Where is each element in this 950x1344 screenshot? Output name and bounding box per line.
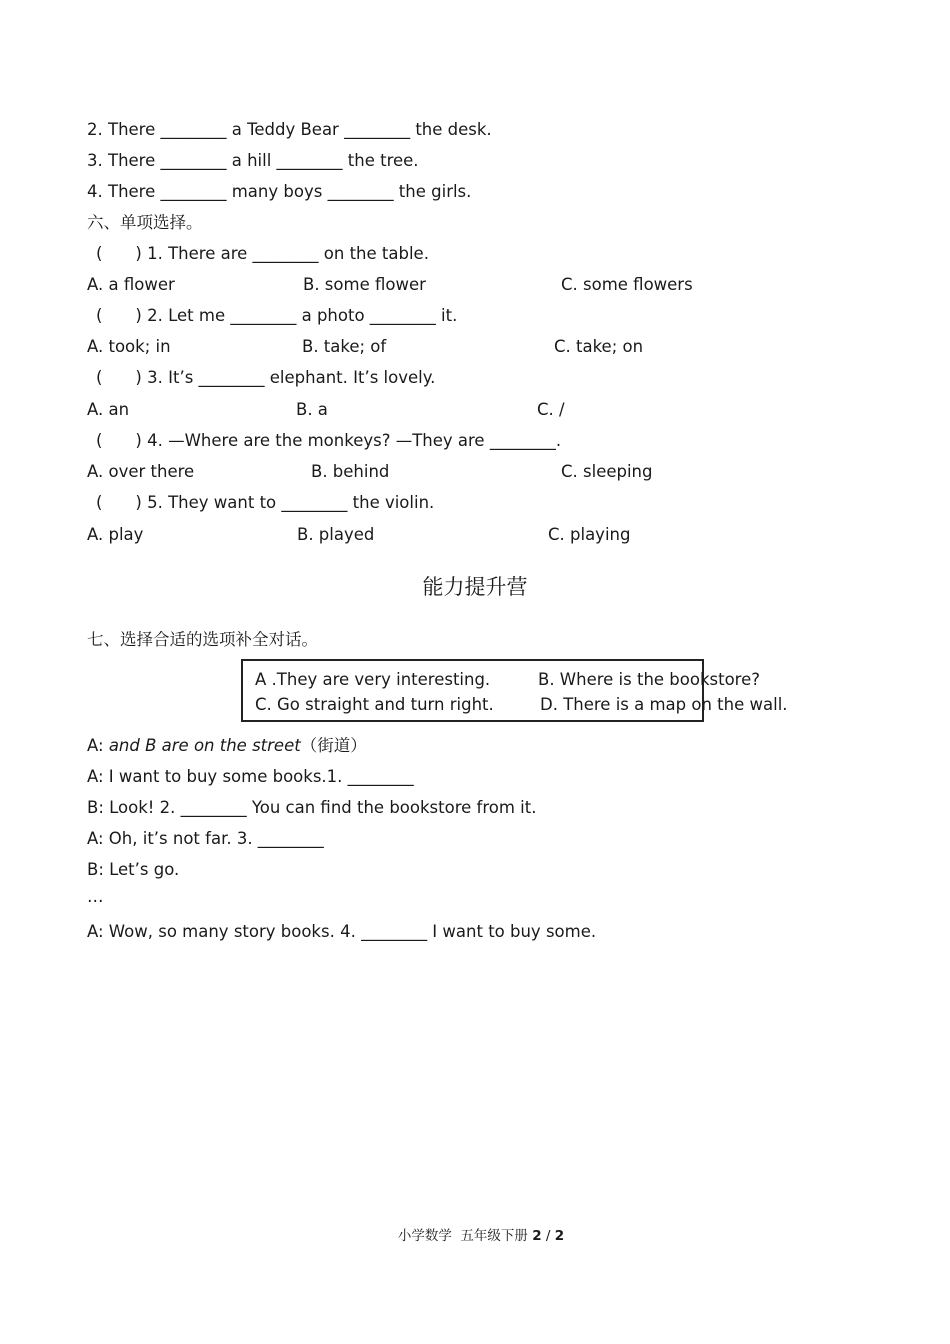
scene-line — [87, 736, 367, 756]
question-4-option-b: B. behind — [311, 462, 390, 481]
dialogue-line-1: A: I want to buy some books.1. ________ — [87, 767, 414, 786]
question-4-option-a: A. over there — [87, 462, 195, 481]
page-separator: / — [541, 1228, 555, 1244]
page-footer — [0, 1227, 950, 1245]
question-3-option-b: B. a — [296, 400, 328, 419]
question-5-option-b: B. played — [297, 525, 375, 544]
dialogue-line-5: A: Wow, so many story books. 4. ________ I want to buy some. — [87, 922, 597, 941]
question-1-option-c: C. some flowers — [561, 275, 693, 294]
fill-blank-line-4: 4. There ________ many boys ________ the girls. — [87, 182, 472, 201]
page-current: 2 — [532, 1228, 542, 1244]
question-1-option-a: A. a flower — [87, 275, 175, 294]
box-option-b: B. Where is the bookstore? — [538, 670, 761, 689]
box-option-c: C. Go straight and turn right. — [255, 695, 494, 714]
question-2-option-c: C. take; on — [554, 337, 644, 356]
question-5-option-a: A. play — [87, 525, 144, 544]
scene-suffix: （街道） — [300, 736, 367, 755]
question-2-option-b: B. take; of — [302, 337, 387, 356]
question-3-option-c: C. / — [537, 400, 565, 419]
question-5-option-c: C. playing — [548, 525, 631, 544]
ability-heading: 能力提升营 — [422, 575, 528, 599]
question-2-option-a: A. took; in — [87, 337, 171, 356]
section-6-title: 六、单项选择。 — [87, 213, 203, 232]
dialogue-line-2: B: Look! 2. ________ You can find the bookstore from it. — [87, 798, 537, 817]
box-option-d: D. There is a map on the wall. — [540, 695, 788, 714]
scene-italic: and B are on the street — [108, 736, 301, 755]
box-option-a: A .They are very interesting. — [255, 670, 491, 689]
section-7-title: 七、选择合适的选项补全对话。 — [87, 630, 318, 649]
question-4-stem: ( ) 4. —Where are the monkeys? —They are ________. — [96, 431, 562, 450]
question-1-option-b: B. some flower — [303, 275, 426, 294]
question-4-option-c: C. sleeping — [561, 462, 653, 481]
fill-blank-line-3: 3. There ________ a hill ________ the tree. — [87, 151, 419, 170]
question-2-stem: ( ) 2. Let me ________ a photo ________ it. — [96, 306, 458, 325]
question-1-stem: ( ) 1. There are ________ on the table. — [96, 244, 429, 263]
question-3-option-a: A. an — [87, 400, 130, 419]
scene-prefix: A: — [87, 736, 109, 755]
page-total: 2 — [554, 1228, 565, 1244]
dialogue-line-3: A: Oh, it’s not far. 3. ________ — [87, 829, 324, 848]
fill-blank-line-2: 2. There ________ a Teddy Bear ________ the desk. — [87, 120, 492, 139]
question-5-stem: ( ) 5. They want to ________ the violin. — [96, 493, 435, 512]
dialogue-ellipsis: … — [87, 887, 104, 906]
dialogue-line-4: B: Let’s go. — [87, 860, 180, 879]
footer-label: 小学数学 五年级下册 — [397, 1228, 533, 1244]
question-3-stem: ( ) 3. It’s ________ elephant. It’s lovely. — [96, 368, 436, 387]
